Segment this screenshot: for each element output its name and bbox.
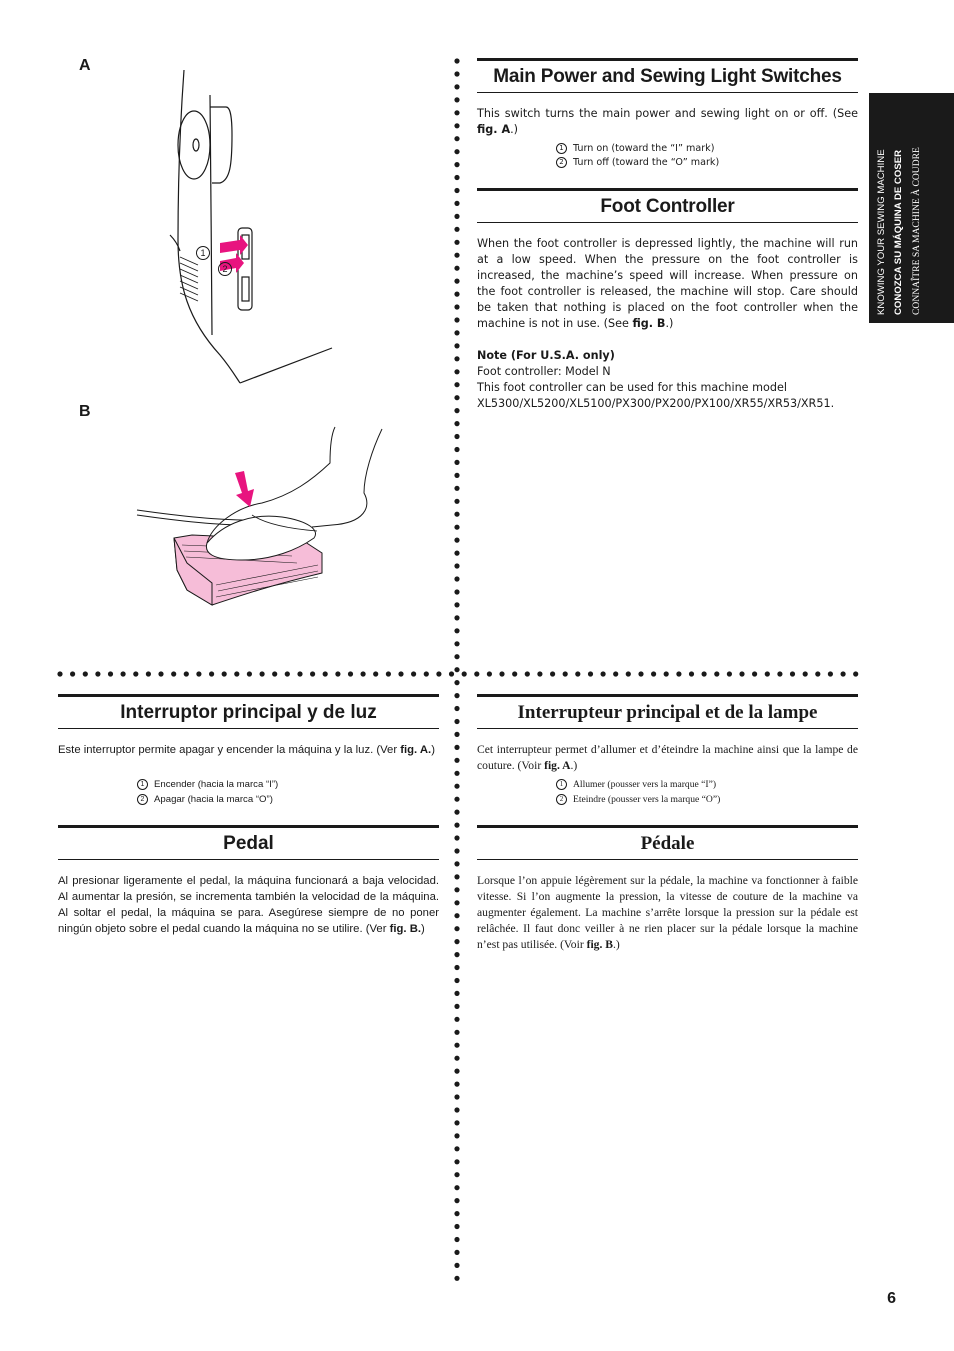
en-foot-controller-body: When the foot controller is depressed lightly, the machine will run at a low speed. When the pressure on the foot controller is increased, the machine’s speed will increase. When pressure on the foot controller is released, the machine will stop. Care should be taken that nothing is placed on the foot controller when the machine is not in use. (See fig. B.) <box>477 237 858 330</box>
separator-dot <box>454 149 459 154</box>
separator-dot <box>474 671 479 676</box>
separator-dot <box>454 602 459 607</box>
separator-dot <box>454 1120 459 1125</box>
separator-dot <box>454 343 459 348</box>
separator-dot <box>454 382 459 387</box>
separator-dot <box>454 525 459 530</box>
separator-dot <box>454 1094 459 1099</box>
separator-dot <box>454 486 459 491</box>
separator-dot <box>454 745 459 750</box>
separator-dot <box>454 395 459 400</box>
fr-pedale-title: Pédale <box>640 832 695 854</box>
separator-dot <box>454 939 459 944</box>
separator-dot <box>815 671 820 676</box>
en-main-power-title: Main Power and Sewing Light Switches <box>493 65 842 87</box>
side-tab-french: CONNAÎTRE SA MACHINE À COUDRE <box>911 147 922 315</box>
separator-dot <box>260 671 265 676</box>
separator-dot <box>512 671 517 676</box>
separator-dot <box>411 671 416 676</box>
separator-dot <box>454 1133 459 1138</box>
separator-dot <box>454 900 459 905</box>
separator-dot <box>454 1263 459 1268</box>
separator-dot <box>454 589 459 594</box>
fr-main-power-item-1: 1 Allumer (pousser vers la marque “I”) <box>556 779 716 790</box>
separator-dot <box>454 810 459 815</box>
separator-dot <box>454 292 459 297</box>
separator-dot <box>454 784 459 789</box>
separator-dot <box>108 671 113 676</box>
separator-dot <box>601 671 606 676</box>
separator-dot <box>454 1043 459 1048</box>
es-pedal-title: Pedal <box>223 832 274 854</box>
separator-dot <box>454 84 459 89</box>
separator-dot <box>563 671 568 676</box>
separator-dot <box>323 671 328 676</box>
callout-1: 1 <box>196 246 210 260</box>
separator-dot <box>386 671 391 676</box>
separator-dot <box>184 671 189 676</box>
separator-dot <box>454 861 459 866</box>
separator-dot <box>841 671 846 676</box>
separator-dot <box>454 136 459 141</box>
separator-dot <box>454 758 459 763</box>
separator-dot <box>454 253 459 258</box>
separator-dot <box>550 671 555 676</box>
separator-dot <box>454 1172 459 1177</box>
separator-dot <box>95 671 100 676</box>
separator-dot <box>454 330 459 335</box>
separator-dot <box>335 671 340 676</box>
separator-dot <box>348 671 353 676</box>
separator-dot <box>454 913 459 918</box>
separator-dot <box>285 671 290 676</box>
separator-dot <box>765 671 770 676</box>
figure-b-pedal-illustration <box>132 425 392 610</box>
fr-pedale-body: Lorsque l’on appuie légèrement sur la pédale, la machine va fonctionner à faible vitesse. Si l’on augmente la pression, la vitesse de couture de la machine va augmenter également. La machine s’arrête lorsque la pression sur la pédale est relâchée. Il faut donc veiller à ne rien placer sur la pédale lorsque la machine n’est pas utilisée. (Voir fig. B.) <box>477 874 858 951</box>
separator-dot <box>454 1159 459 1164</box>
separator-dot <box>454 641 459 646</box>
separator-dot <box>454 408 459 413</box>
separator-dot <box>454 447 459 452</box>
separator-dot <box>454 240 459 245</box>
separator-dot <box>454 1211 459 1216</box>
fr-main-power-item-2: 2 Eteindre (pousser vers la marque “O”) <box>556 794 720 805</box>
separator-dot <box>297 671 302 676</box>
separator-dot <box>454 1004 459 1009</box>
separator-dot <box>454 110 459 115</box>
separator-dot <box>222 671 227 676</box>
es-pedal-body: Al presionar ligeramente el pedal, la máquina funcionará a baja velocidad. Al aumentar la presión, se incrementa también la velocidad de la máquina. Al soltar el pedal, la máquina se para. Asegúrese siempre de no poner ningún objeto sobre el pedal cuando la máquina no se utilire. (Ver fig. B.) <box>58 875 439 935</box>
separator-dot <box>373 671 378 676</box>
separator-dot <box>196 671 201 676</box>
separator-dot <box>454 1107 459 1112</box>
separator-dot <box>454 693 459 698</box>
separator-dot <box>454 732 459 737</box>
separator-dot <box>454 266 459 271</box>
separator-dot <box>454 71 459 76</box>
figure-a-machine-illustration <box>160 65 340 390</box>
separator-dot <box>454 654 459 659</box>
separator-dot <box>454 317 459 322</box>
en-foot-controller-heading <box>477 188 858 223</box>
separator-dot <box>454 1146 459 1151</box>
en-main-power-item-1: 1 Turn on (toward the “I” mark) <box>556 143 714 154</box>
separator-dot <box>454 887 459 892</box>
separator-dot <box>454 538 459 543</box>
separator-dot <box>70 671 75 676</box>
separator-dot <box>676 671 681 676</box>
es-main-power-item-1: 1 Encender (hacia la marca “I”) <box>137 779 278 790</box>
separator-dot <box>454 279 459 284</box>
en-note-line-1: Foot controller: Model N <box>477 365 611 378</box>
separator-dot <box>454 978 459 983</box>
separator-dot <box>702 671 707 676</box>
side-tab-spanish: CONOZCA SU MÁQUINA DE COSER <box>893 149 904 315</box>
separator-dot <box>626 671 631 676</box>
figure-b-label: B <box>79 403 91 420</box>
separator-dot <box>828 671 833 676</box>
separator-dot <box>424 671 429 676</box>
separator-dot <box>454 162 459 167</box>
separator-dot <box>803 671 808 676</box>
en-main-power-item-2: 2 Turn off (toward the “O” mark) <box>556 157 719 168</box>
separator-dot <box>454 1276 459 1281</box>
es-main-power-heading <box>58 694 439 729</box>
separator-dot <box>487 671 492 676</box>
separator-dot <box>454 175 459 180</box>
separator-dot <box>57 671 62 676</box>
separator-dot <box>454 1198 459 1203</box>
separator-dot <box>436 671 441 676</box>
separator-dot <box>454 188 459 193</box>
es-main-power-item-2: 2 Apagar (hacia la marca “O”) <box>137 794 273 805</box>
separator-dot <box>739 671 744 676</box>
separator-dot <box>454 499 459 504</box>
separator-dot <box>537 671 542 676</box>
en-main-power-heading <box>477 58 858 93</box>
separator-dot <box>171 671 176 676</box>
separator-dot <box>454 1224 459 1229</box>
separator-dot <box>454 719 459 724</box>
separator-dot <box>499 671 504 676</box>
separator-dot <box>790 671 795 676</box>
separator-dot <box>209 671 214 676</box>
separator-dot <box>588 671 593 676</box>
separator-dot <box>454 434 459 439</box>
separator-dot <box>454 576 459 581</box>
separator-dot <box>454 628 459 633</box>
separator-dot <box>454 460 459 465</box>
figure-a-label: A <box>79 57 91 74</box>
separator-dot <box>454 1185 459 1190</box>
separator-dot <box>454 952 459 957</box>
separator-dot <box>454 848 459 853</box>
separator-dot <box>454 667 459 672</box>
separator-dot <box>121 671 126 676</box>
separator-dot <box>454 1237 459 1242</box>
separator-dot <box>454 1069 459 1074</box>
fr-pedale-heading <box>477 825 858 860</box>
separator-dot <box>454 227 459 232</box>
separator-dot <box>133 671 138 676</box>
separator-dot <box>398 671 403 676</box>
separator-dot <box>83 671 88 676</box>
separator-dot <box>454 823 459 828</box>
en-note-line-2: This foot controller can be used for this machine model XL5300/XL5200/XL5100/PX300/PX200/PX100/XR55/XR53/XR51. <box>477 381 835 410</box>
separator-dot <box>454 1030 459 1035</box>
separator-dot <box>454 1017 459 1022</box>
separator-dot <box>454 356 459 361</box>
en-main-power-body: This switch turns the main power and sewing light on or off. (See fig. A.) <box>477 107 858 136</box>
separator-dot <box>454 551 459 556</box>
separator-dot <box>454 473 459 478</box>
separator-dot <box>454 512 459 517</box>
separator-dot <box>752 671 757 676</box>
separator-dot <box>777 671 782 676</box>
separator-dot <box>361 671 366 676</box>
separator-dot <box>651 671 656 676</box>
separator-dot <box>525 671 530 676</box>
separator-dot <box>853 671 858 676</box>
en-foot-controller-title: Foot Controller <box>600 195 735 217</box>
callout-2: 2 <box>218 262 232 276</box>
es-main-power-body: Este interruptor permite apagar y encender la máquina y la luz. (Ver fig. A.) <box>58 744 435 756</box>
separator-dot <box>454 1250 459 1255</box>
fr-main-power-heading <box>477 694 858 729</box>
es-pedal-heading <box>58 825 439 860</box>
separator-dot <box>454 797 459 802</box>
side-tab-english: KNOWING YOUR SEWING MACHINE <box>876 149 887 315</box>
separator-dot <box>454 58 459 63</box>
page-number: 6 <box>887 1290 896 1307</box>
separator-dot <box>234 671 239 676</box>
separator-dot <box>575 671 580 676</box>
en-foot-controller-note <box>477 348 858 412</box>
fr-main-power-body: Cet interrupteur permet d’allumer et d’éteindre la machine ainsi que la lampe de couture. (Voir fig. A.) <box>477 743 858 772</box>
separator-dot <box>449 671 454 676</box>
separator-dot <box>454 421 459 426</box>
separator-dot <box>454 123 459 128</box>
side-tab <box>869 93 954 323</box>
separator-dot <box>689 671 694 676</box>
separator-dot <box>454 1056 459 1061</box>
separator-dot <box>454 201 459 206</box>
separator-dot <box>247 671 252 676</box>
separator-dot <box>454 1082 459 1087</box>
separator-dot <box>454 563 459 568</box>
separator-dot <box>272 671 277 676</box>
separator-dot <box>454 680 459 685</box>
separator-dot <box>454 615 459 620</box>
separator-dot <box>454 926 459 931</box>
separator-dot <box>454 771 459 776</box>
separator-dot <box>454 369 459 374</box>
separator-dot <box>454 874 459 879</box>
separator-dot <box>454 835 459 840</box>
separator-dot <box>454 214 459 219</box>
es-main-power-title: Interruptor principal y de luz <box>120 701 377 723</box>
separator-dot <box>462 671 467 676</box>
separator-dot <box>638 671 643 676</box>
separator-dot <box>454 965 459 970</box>
separator-dot <box>454 991 459 996</box>
separator-dot <box>454 706 459 711</box>
separator-dot <box>664 671 669 676</box>
separator-dot <box>158 671 163 676</box>
separator-dot <box>613 671 618 676</box>
fr-main-power-title: Interrupteur principal et de la lampe <box>517 701 818 723</box>
separator-dot <box>146 671 151 676</box>
en-note-title: Note (For U.S.A. only) <box>477 349 615 362</box>
separator-dot <box>714 671 719 676</box>
separator-dot <box>454 97 459 102</box>
separator-dot <box>727 671 732 676</box>
separator-dot <box>454 304 459 309</box>
separator-dot <box>310 671 315 676</box>
